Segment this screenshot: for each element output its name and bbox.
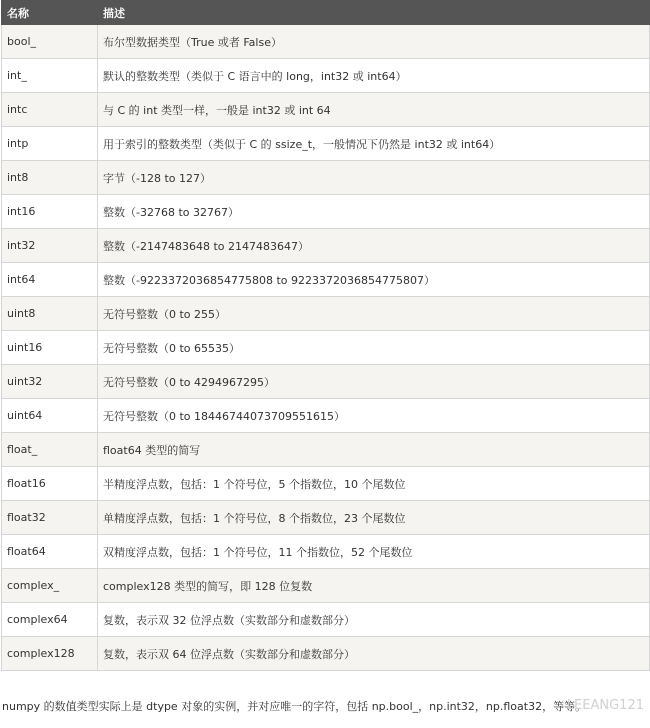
dtype-description-cell: 双精度浮点数，包括：1 个符号位，11 个指数位，52 个尾数位 bbox=[98, 535, 650, 569]
dtype-description-cell: 复数，表示双 64 位浮点数（实数部分和虚数部分） bbox=[98, 637, 650, 671]
dtype-name-cell: uint64 bbox=[2, 399, 98, 433]
table-row bbox=[2, 59, 650, 93]
table-row bbox=[2, 297, 650, 331]
dtype-name-cell: int8 bbox=[2, 161, 98, 195]
table-row bbox=[2, 93, 650, 127]
table-row bbox=[2, 433, 650, 467]
header-row bbox=[2, 1, 650, 25]
dtype-name-cell: int32 bbox=[2, 229, 98, 263]
table-row bbox=[2, 365, 650, 399]
table-row bbox=[2, 195, 650, 229]
dtype-name-cell: int64 bbox=[2, 263, 98, 297]
table-header bbox=[2, 1, 650, 25]
dtype-name-cell: int16 bbox=[2, 195, 98, 229]
header-description: 描述 bbox=[98, 1, 650, 25]
table-row bbox=[2, 603, 650, 637]
dtype-description-cell: 整数（-32768 to 32767） bbox=[98, 195, 650, 229]
dtype-description-cell: 整数（-2147483648 to 2147483647） bbox=[98, 229, 650, 263]
dtype-description-cell: 无符号整数（0 to 255） bbox=[98, 297, 650, 331]
dtype-description-cell: 无符号整数（0 to 4294967295） bbox=[98, 365, 650, 399]
table-row bbox=[2, 569, 650, 603]
dtype-name-cell: intp bbox=[2, 127, 98, 161]
table-row bbox=[2, 331, 650, 365]
table-row bbox=[2, 25, 650, 59]
dtype-description-cell: 默认的整数类型（类似于 C 语言中的 long，int32 或 int64） bbox=[98, 59, 650, 93]
table-row bbox=[2, 467, 650, 501]
table-row bbox=[2, 501, 650, 535]
table-row bbox=[2, 637, 650, 671]
dtype-name-cell: int_ bbox=[2, 59, 98, 93]
table-row bbox=[2, 535, 650, 569]
table-row bbox=[2, 127, 650, 161]
header-name: 名称 bbox=[2, 1, 98, 25]
table-row bbox=[2, 399, 650, 433]
dtype-description-cell: 半精度浮点数，包括：1 个符号位，5 个指数位，10 个尾数位 bbox=[98, 467, 650, 501]
dtype-name-cell: complex_ bbox=[2, 569, 98, 603]
footnote: numpy 的数值类型实际上是 dtype 对象的实例，并对应唯一的字符，包括 np.bool_，np.int32，np.float32，等等。 bbox=[2, 700, 587, 713]
dtype-description-cell: 布尔型数据类型（True 或者 False） bbox=[98, 25, 650, 59]
watermark: LEEANG121 bbox=[566, 698, 644, 713]
dtype-description-cell: complex128 类型的简写，即 128 位复数 bbox=[98, 569, 650, 603]
dtype-name-cell: complex64 bbox=[2, 603, 98, 637]
dtype-name-cell: float64 bbox=[2, 535, 98, 569]
dtype-description-cell: 整数（-9223372036854775808 to 9223372036854775807） bbox=[98, 263, 650, 297]
table-row bbox=[2, 263, 650, 297]
dtype-name-cell: intc bbox=[2, 93, 98, 127]
dtype-name-cell: complex128 bbox=[2, 637, 98, 671]
table-row bbox=[2, 161, 650, 195]
dtype-name-cell: uint16 bbox=[2, 331, 98, 365]
dtype-name-cell: float16 bbox=[2, 467, 98, 501]
dtype-description-cell: 无符号整数（0 to 18446744073709551615） bbox=[98, 399, 650, 433]
dtype-name-cell: bool_ bbox=[2, 25, 98, 59]
dtype-description-cell: float64 类型的简写 bbox=[98, 433, 650, 467]
dtype-description-cell: 复数，表示双 32 位浮点数（实数部分和虚数部分） bbox=[98, 603, 650, 637]
table-row bbox=[2, 229, 650, 263]
table-body bbox=[2, 25, 650, 671]
dtype-name-cell: float_ bbox=[2, 433, 98, 467]
dtype-name-cell: uint32 bbox=[2, 365, 98, 399]
dtype-description-cell: 字节（-128 to 127） bbox=[98, 161, 650, 195]
dtype-name-cell: float32 bbox=[2, 501, 98, 535]
dtype-description-cell: 与 C 的 int 类型一样，一般是 int32 或 int 64 bbox=[98, 93, 650, 127]
dtype-description-cell: 用于索引的整数类型（类似于 C 的 ssize_t，一般情况下仍然是 int32 或 int64） bbox=[98, 127, 650, 161]
dtype-description-cell: 无符号整数（0 to 65535） bbox=[98, 331, 650, 365]
numpy-dtype-table bbox=[1, 0, 650, 671]
dtype-description-cell: 单精度浮点数，包括：1 个符号位，8 个指数位，23 个尾数位 bbox=[98, 501, 650, 535]
dtype-name-cell: uint8 bbox=[2, 297, 98, 331]
